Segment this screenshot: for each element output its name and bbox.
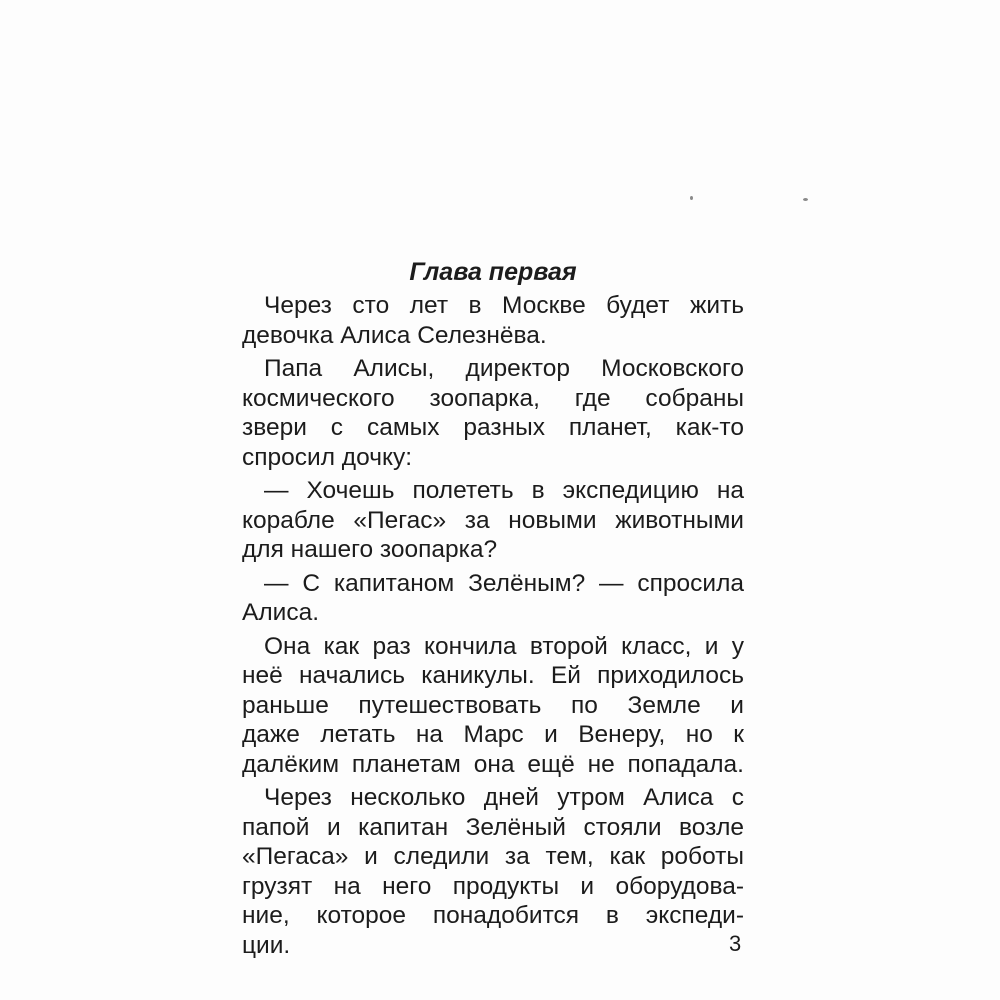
text-line: — Хочешь полететь в экспедицию на	[264, 477, 744, 504]
text-line: «Пегаса» и следили за тем, как роботы	[242, 843, 744, 870]
text-line: ции.	[242, 931, 291, 959]
text-line: Алиса.	[242, 599, 320, 626]
text-line: для нашего зоопарка?	[242, 536, 498, 563]
page-number: 3	[729, 931, 742, 956]
paragraph	[242, 569, 744, 628]
text-line: раньше путешествовать по Земле и	[242, 691, 744, 719]
text-line: неё начались каникулы. Ей приходилось	[242, 662, 744, 689]
text-line: далёким планетам она ещё не попадала.	[242, 750, 744, 778]
text-line: корабле «Пегас» за новыми животными	[242, 506, 744, 534]
text-line: Через сто лет в Москве будет жить	[264, 292, 744, 319]
text-line: Папа Алисы, директор Московского	[264, 355, 744, 382]
text-line: Она как раз кончила второй класс, и у	[264, 632, 744, 660]
paragraph	[242, 354, 744, 472]
paragraph	[242, 632, 744, 780]
text-line: грузят на него продукты и оборудова-	[242, 872, 744, 900]
text-line: спросил дочку:	[242, 443, 413, 471]
chapter-title: Глава первая	[409, 258, 577, 286]
print-speck	[690, 196, 693, 200]
text-line: папой и капитан Зелёный стояли возле	[242, 813, 744, 841]
text-line: девочка Алиса Селезнёва.	[242, 321, 547, 349]
text-line: Через несколько дней утром Алиса с	[264, 784, 744, 811]
print-speck	[803, 198, 808, 201]
paragraph	[242, 476, 744, 565]
text-line: ние, которое понадобится в экспеди-	[242, 902, 744, 929]
text-line: — С капитаном Зелёным? — спросила	[264, 569, 744, 597]
text-block	[242, 256, 744, 964]
text-line: космического зоопарка, где собраны	[242, 384, 744, 412]
text-line: звери с самых разных планет, как-то	[242, 414, 744, 441]
paragraph	[242, 783, 744, 960]
text-line: даже летать на Марс и Венеру, но к	[242, 721, 744, 748]
paragraph	[242, 291, 744, 350]
